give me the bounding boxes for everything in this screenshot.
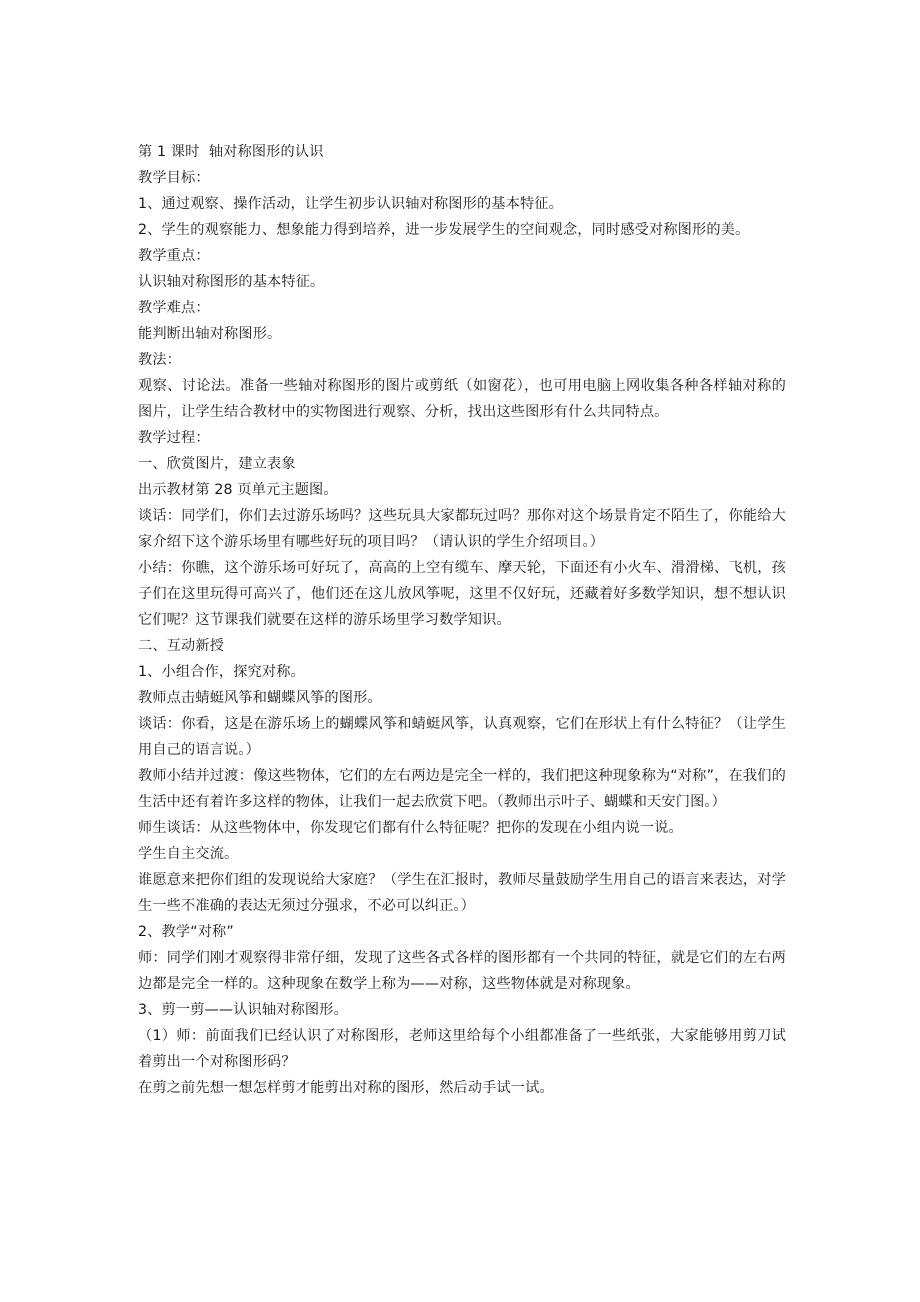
paragraph: 教学目标： [138,170,210,186]
paragraph: 教师小结并过渡：像这些物体，它们的左右两边是完全一样的，我们把这种现象称为“对称”，在我们的生活中还有着许多这样的物体，让我们一起去欣赏下吧。（教师出示叶子、蝴蝶和天安门图。） [138,768,786,810]
paragraph: 谈话：你看，这是在游乐场上的蝴蝶风筝和蜻蜓风筝，认真观察，它们在形状上有什么特征？（让学生用自己的语言说。） [138,716,786,758]
paragraph: 师：同学们刚才观察得非常仔细，发现了这些各式各样的图形都有一个共同的特征，就是它们的左右两边都是完全一样的。这种现象在数学上称为——对称，这些物体就是对称现象。 [138,950,786,992]
paragraph: 2、教学“对称” [138,924,234,940]
paragraph: 小结：你瞧，这个游乐场可好玩了，高高的上空有缆车、摩天轮，下面还有小火车、滑滑梯、飞机，孩子们在这里玩得可高兴了，他们还在这儿放风筝呢，这里不仅好玩，还藏着好多数学知识，想不想认识它们呢？这节课我们就要在这样的游乐场里学习数学知识。 [138,560,786,628]
paragraph: 能判断出轴对称图形。 [138,326,282,342]
paragraph: 教学难点： [138,300,210,316]
paragraph: 教学重点： [138,248,210,264]
paragraph: 谁愿意来把你们组的发现说给大家庭？（学生在汇报时，教师尽量鼓励学生用自己的语言来表达，对学生一些不准确的表达无须过分强求，不必可以纠正。） [138,872,786,914]
paragraph: 认识轴对称图形的基本特征。 [138,274,325,290]
paragraph: 教法： [138,352,182,368]
paragraph: 1、小组合作，探究对称。 [138,664,305,680]
paragraph: 学生自主交流。 [138,846,239,862]
paragraph: 2、学生的观察能力、想象能力得到培养，进一步发展学生的空间观念，同时感受对称图形的美。 [138,222,750,238]
paragraph: 二、互动新授 [138,638,225,654]
paragraph: 教学过程： [138,430,210,446]
paragraph: （1）师：前面我们已经认识了对称图形，老师这里给每个小组都准备了一些纸张，大家能够用剪刀试着剪出一个对称图形码？ [138,1028,786,1070]
paragraph: 1、通过观察、操作活动，让学生初步认识轴对称图形的基本特征。 [138,196,563,212]
paragraph: 师生谈话：从这些物体中，你发现它们都有什么特征呢？把你的发现在小组内说一说。 [138,820,683,836]
paragraph: 一、欣赏图片，建立表象 [138,456,296,472]
paragraph: 观察、讨论法。准备一些轴对称图形的图片或剪纸（如窗花），也可用电脑上网收集各种各样轴对称的图片，让学生结合教材中的实物图进行观察、分析，找出这些图形有什么共同特点。 [138,378,786,420]
document-body [138,139,786,1101]
paragraph: 教师点击蜻蜓风筝和蝴蝶风筝的图形。 [138,690,382,706]
paragraph: 3、剪一剪——认识轴对称图形。 [138,1002,348,1018]
document-title: 第 1 课时 轴对称图形的认识 [138,144,324,160]
paragraph: 谈话：同学们，你们去过游乐场吗？这些玩具大家都玩过吗？那你对这个场景肯定不陌生了，你能给大家介绍下这个游乐场里有哪些好玩的项目吗？（请认识的学生介绍项目。） [138,508,786,550]
paragraph: 在剪之前先想一想怎样剪才能剪出对称的图形，然后动手试一试。 [138,1080,554,1096]
paragraph: 出示教材第 28 页单元主题图。 [138,482,338,498]
